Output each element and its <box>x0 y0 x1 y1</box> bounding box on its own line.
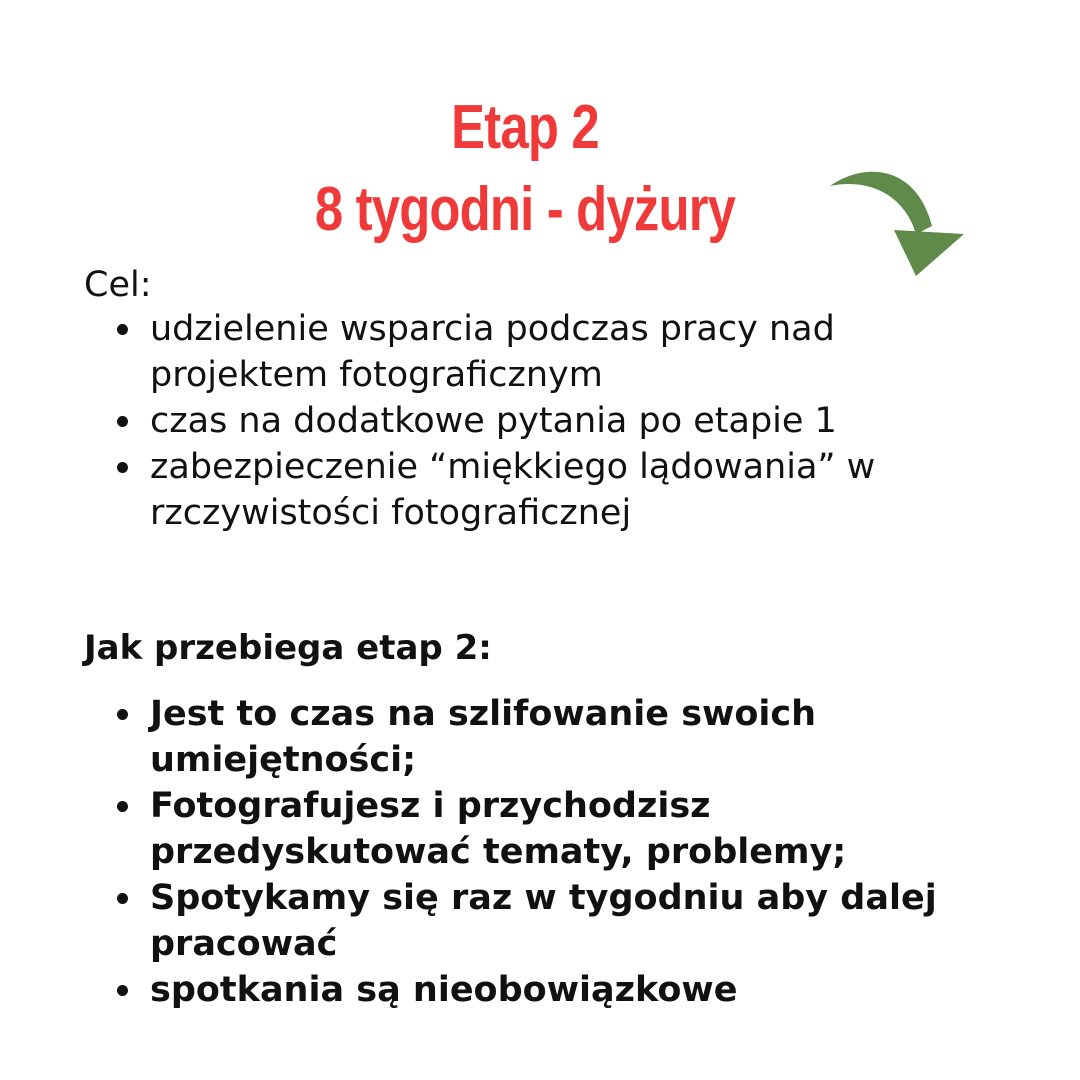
step-item <box>150 691 1030 783</box>
title-line-2: 8 tygodni - dyżury <box>314 175 736 244</box>
step-item-text: Fotografujesz i przychodzisz przedyskutować tematy, problemy; <box>150 786 847 872</box>
bullet-icon <box>117 416 128 427</box>
arrow-head <box>894 230 964 276</box>
goal-item-text: udzielenie wsparcia podczas pracy nad projektem fotograficznym <box>150 309 835 395</box>
goal-item-text: czas na dodatkowe pytania po etapie 1 <box>150 401 837 441</box>
arrow-shaft <box>830 172 932 234</box>
bullet-icon <box>117 801 128 812</box>
step-item-text: Jest to czas na szlifowanie swoich umiejętności; <box>150 694 817 780</box>
step-item <box>150 967 1030 1013</box>
goal-item-text: zabezpieczenie “miękkiego lądowania” w rzczywistości fotograficznej <box>150 447 876 533</box>
bullet-icon <box>117 324 128 335</box>
step-item <box>150 783 1030 875</box>
goals-label: Cel: <box>84 265 152 305</box>
step-item-text: Spotykamy się raz w tygodniu aby dalej pracować <box>150 878 937 964</box>
title-line-1: Etap 2 <box>451 93 599 162</box>
bullet-icon <box>117 893 128 904</box>
goals-list <box>150 306 1010 536</box>
curved-arrow-down-right-icon <box>824 160 974 285</box>
step-item <box>150 875 1030 967</box>
step-item-text: spotkania są nieobowiązkowe <box>150 970 738 1010</box>
goal-item <box>150 398 1010 444</box>
bullet-icon <box>117 985 128 996</box>
goal-item <box>150 306 1010 398</box>
bullet-icon <box>117 462 128 473</box>
goal-item <box>150 444 1010 536</box>
bullet-icon <box>117 709 128 720</box>
steps-list <box>150 691 1030 1013</box>
steps-heading: Jak przebiega etap 2: <box>84 628 492 668</box>
